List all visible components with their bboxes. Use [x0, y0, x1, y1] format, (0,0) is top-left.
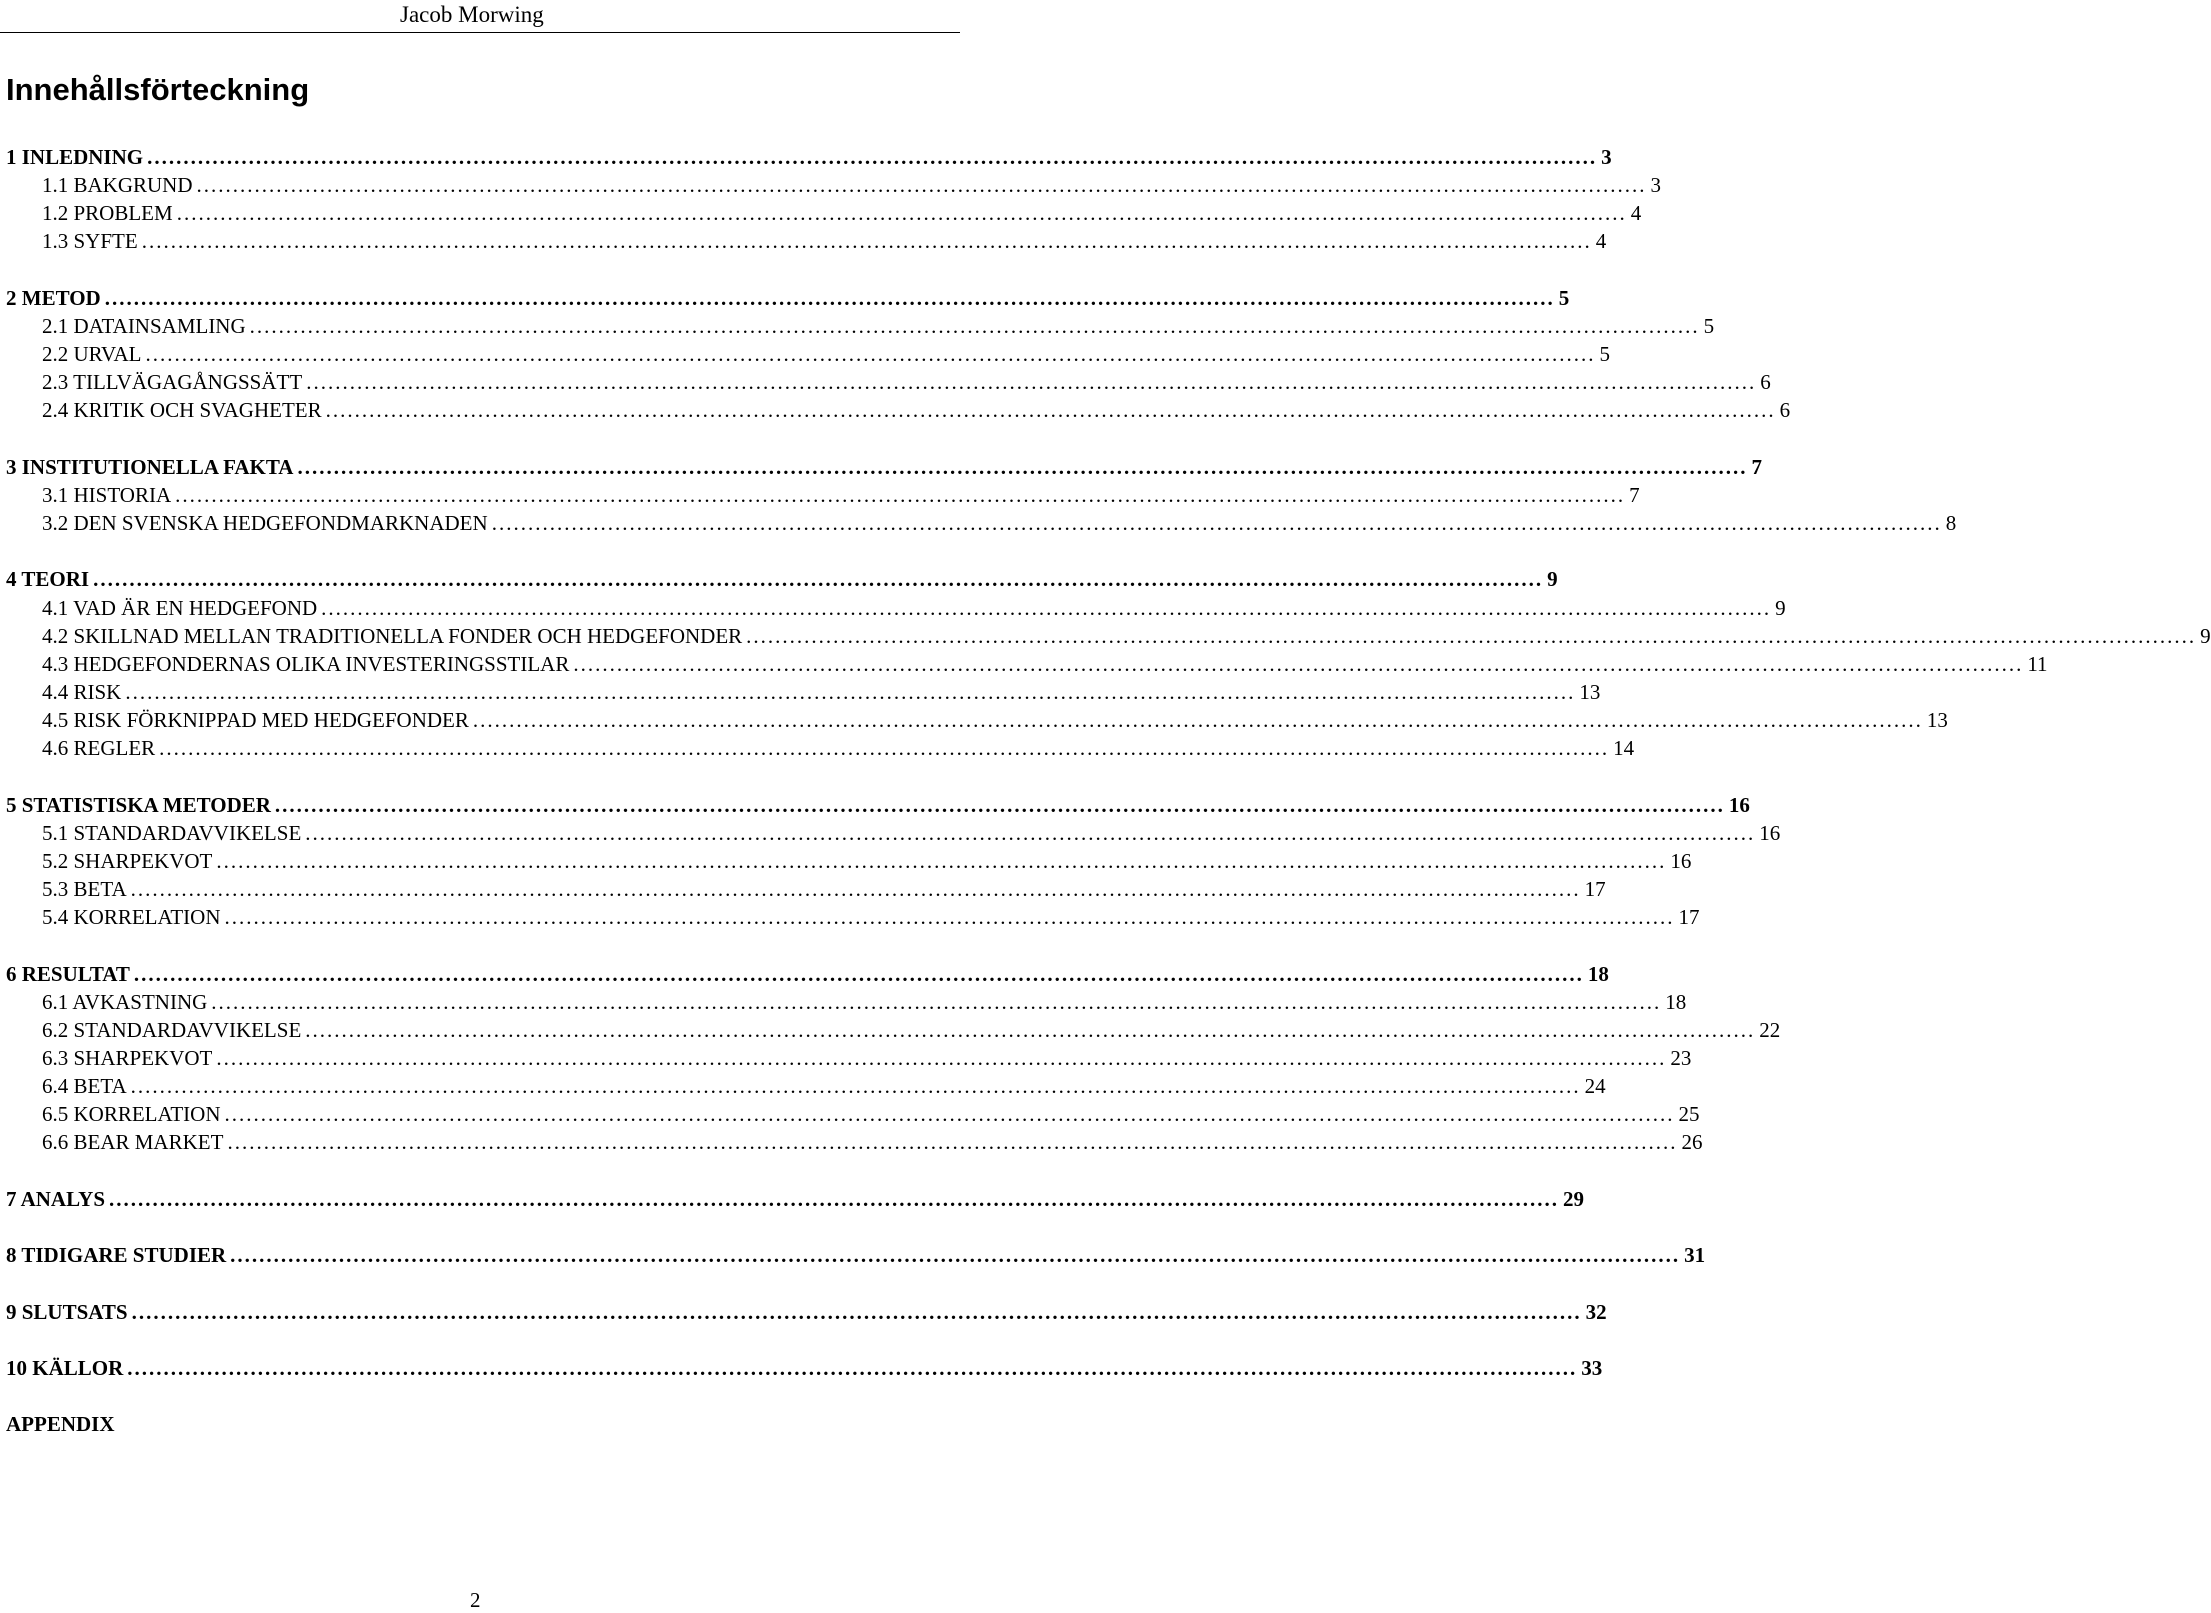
toc-dot-leader: ........................................................................................................................................................................................................ [472, 708, 1923, 732]
toc-entry-label: 5.2 SHARPEKVOT [42, 849, 213, 873]
toc-entry-label: 7 ANALYS [6, 1187, 106, 1211]
toc-entry-page: 4 [1630, 201, 1642, 225]
toc-dot-leader: ........................................................................................................................................................................................................ [216, 849, 1667, 873]
toc-entry-page: 3 [1601, 145, 1612, 169]
toc-entry-page: 17 [1584, 877, 1606, 901]
toc-entry-label: 4.3 HEDGEFONDERNAS OLIKA INVESTERINGSSTILAR [42, 652, 570, 676]
toc-entry-page: 4 [1595, 229, 1607, 253]
toc-entry[interactable] [42, 368, 1771, 396]
toc-entry-page: 18 [1665, 990, 1687, 1014]
toc-entry-label: 4 TEORI [6, 567, 90, 591]
toc-entry-page: 9 [1547, 567, 1558, 591]
toc-entry[interactable] [6, 791, 1750, 819]
toc-entry-page: 16 [1728, 793, 1750, 817]
toc-entry-label: 3.2 DEN SVENSKA HEDGEFONDMARKNADEN [42, 511, 488, 535]
toc-entry[interactable] [42, 509, 1957, 537]
toc-entry-label: 4.2 SKILLNAD MELLAN TRADITIONELLA FONDER OCH HEDGEFONDER [42, 624, 743, 648]
toc-entry[interactable] [42, 847, 1692, 875]
toc-entry-label: 3 INSTITUTIONELLA FAKTA [6, 455, 294, 479]
toc-entry-label: 5 STATISTISKA METODER [6, 793, 271, 817]
toc-entry-page: 25 [1678, 1102, 1700, 1126]
toc-entry-label: 2.2 URVAL [42, 342, 142, 366]
toc-entry-page: 6 [1760, 370, 1771, 394]
toc-dot-leader: ........................................................................................................................................................................................................ [305, 1018, 1756, 1042]
toc-entry[interactable] [42, 171, 1662, 199]
toc-entry-page: 9 [2200, 624, 2211, 648]
toc-dot-leader: ........................................................................................................................................................................................................ [305, 821, 1756, 845]
toc-entry[interactable] [42, 734, 1635, 762]
toc-dot-leader: ........................................................................................................................................................................................................ [130, 877, 1581, 901]
toc-entry[interactable] [42, 227, 1607, 255]
toc-entry[interactable] [42, 594, 1786, 622]
toc-entry[interactable] [42, 481, 1640, 509]
toc-entry-page: 29 [1563, 1187, 1585, 1211]
toc-entry[interactable] [42, 396, 1791, 424]
toc-dot-leader: ........................................................................................................................................................................................................ [306, 370, 1757, 394]
toc-entry-page: 16 [1670, 849, 1692, 873]
toc-dot-leader: ........................................................................................................................................................................................................ [131, 1300, 1582, 1324]
toc-entry-label: 1.1 BAKGRUND [42, 173, 193, 197]
toc-entry-page: 6 [1779, 398, 1791, 422]
toc-dot-leader: ........................................................................................................................................................................................................ [159, 736, 1610, 760]
toc-entry-page: 16 [1759, 821, 1781, 845]
toc-dot-leader: ........................................................................................................................................................................................................ [249, 314, 1700, 338]
toc-entry-page: 3 [1650, 173, 1662, 197]
toc-entry-label: 1.3 SYFTE [42, 229, 138, 253]
toc-entry-page: 7 [1629, 483, 1640, 507]
toc-entry-label: 10 KÄLLOR [6, 1356, 124, 1380]
toc-entry[interactable] [42, 1044, 1692, 1072]
toc-dot-leader: ........................................................................................................................................................................................................ [227, 1130, 1678, 1154]
toc-entry[interactable] [42, 903, 1700, 931]
toc-dot-leader: ........................................................................................................................................................................................................ [321, 596, 1772, 620]
page-title: Innehållsförteckning [6, 72, 310, 107]
toc-entry-label: 6 RESULTAT [6, 962, 130, 986]
toc-dot-leader: ........................................................................................................................................................................................................ [176, 201, 1627, 225]
toc-entry-label: 2 METOD [6, 286, 101, 310]
toc-entry-label: 4.5 RISK FÖRKNIPPAD MED HEDGEFONDER [42, 708, 469, 732]
toc-entry[interactable] [42, 1100, 1700, 1128]
toc-entry[interactable] [6, 143, 1612, 171]
toc-entry-page: 18 [1587, 962, 1609, 986]
toc-entry-page: 8 [1945, 511, 1957, 535]
toc-entry-label: 6.3 SHARPEKVOT [42, 1046, 213, 1070]
toc-dot-leader: ........................................................................................................................................................................................................ [573, 652, 2024, 676]
toc-dot-leader: ........................................................................................................................................................................................................ [491, 511, 1942, 535]
toc-dot-leader: ........................................................................................................................................................................................................ [216, 1046, 1667, 1070]
toc-entry-label: 6.5 KORRELATION [42, 1102, 221, 1126]
toc-entry-page: 23 [1670, 1046, 1692, 1070]
toc-entry-label: 1 INLEDNING [6, 145, 144, 169]
toc-entry[interactable] [42, 340, 1610, 368]
toc-entry-label: 6.2 STANDARDAVVIKELSE [42, 1018, 302, 1042]
toc-entry-page: 31 [1684, 1243, 1706, 1267]
toc-entry-label: 9 SLUTSATS [6, 1300, 128, 1324]
page-number: 2 [470, 1588, 481, 1612]
toc-entry[interactable] [6, 453, 1762, 481]
toc-dot-leader: ........................................................................................................................................................................................................ [147, 145, 1598, 169]
toc-entry[interactable] [6, 960, 1609, 988]
toc-entry[interactable] [42, 622, 2211, 650]
toc-entry[interactable] [6, 1354, 1603, 1382]
toc-entry-label: 1.2 PROBLEM [42, 201, 173, 225]
toc-dot-leader: ........................................................................................................................................................................................................ [125, 680, 1576, 704]
toc-entry-page: 13 [1579, 680, 1601, 704]
toc-entry[interactable] [42, 819, 1781, 847]
toc-entry-page: 32 [1585, 1300, 1607, 1324]
toc-entry-page: 24 [1584, 1074, 1606, 1098]
toc-dot-leader: ........................................................................................................................................................................................................ [104, 286, 1555, 310]
toc-entry-page: 17 [1678, 905, 1700, 929]
toc-entry-label: 6.6 BEAR MARKET [42, 1130, 224, 1154]
toc-dot-leader: ........................................................................................................................................................................................................ [230, 1243, 1681, 1267]
toc-entry-label: 2.3 TILLVÄGAGÅNGSSÄTT [42, 370, 303, 394]
toc-dot-leader: ........................................................................................................................................................................................................ [211, 990, 1662, 1014]
toc-entry-label: 5.3 BETA [42, 877, 127, 901]
toc-dot-leader: ........................................................................................................................................................................................................ [127, 1356, 1578, 1380]
toc-entry-label: 4.1 VAD ÄR EN HEDGEFOND [42, 596, 318, 620]
toc-entry[interactable] [42, 1016, 1781, 1044]
toc-entry[interactable] [42, 1128, 1703, 1156]
author-name: Jacob Morwing [400, 2, 544, 27]
toc-entry[interactable] [6, 1185, 1585, 1213]
toc-entry-label: 4.6 REGLER [42, 736, 156, 760]
toc-dot-leader: ........................................................................................................................................................................................................ [325, 398, 1776, 422]
toc-entry[interactable] [42, 650, 2048, 678]
toc-entry[interactable] [42, 706, 1948, 734]
toc-entry-page: 14 [1613, 736, 1635, 760]
toc-entry-label: 2.1 DATAINSAMLING [42, 314, 246, 338]
toc-entry[interactable] [6, 565, 1558, 593]
toc-entry-page: 33 [1581, 1356, 1603, 1380]
toc-entry-label: 6.4 BETA [42, 1074, 127, 1098]
toc-dot-leader: ........................................................................................................................................................................................................ [224, 1102, 1675, 1126]
toc-entry-page: 26 [1681, 1130, 1703, 1154]
toc-entry-page: 5 [1703, 314, 1715, 338]
toc-entry[interactable] [42, 875, 1606, 903]
toc-entry-label: 5.1 STANDARDAVVIKELSE [42, 821, 302, 845]
toc-entry-page: 22 [1759, 1018, 1781, 1042]
toc-dot-leader: ........................................................................................................................................................................................................ [133, 962, 1584, 986]
toc-dot-leader: ........................................................................................................................................................................................................ [109, 1187, 1560, 1211]
toc-entry[interactable] [6, 1298, 1607, 1326]
toc-entry[interactable] [6, 1241, 1706, 1269]
toc-entry[interactable] [42, 199, 1642, 227]
toc-entry[interactable] [42, 1072, 1606, 1100]
toc-dot-leader: ........................................................................................................................................................................................................ [145, 342, 1596, 366]
toc-entry-label: 2.4 KRITIK OCH SVAGHETER [42, 398, 322, 422]
toc-entry-label: 4.4 RISK [42, 680, 122, 704]
toc-entry[interactable] [42, 312, 1715, 340]
toc-entry-label: 6.1 AVKASTNING [42, 990, 208, 1014]
toc-entry-page: 13 [1926, 708, 1948, 732]
toc-dot-leader: ........................................................................................................................................................................................................ [274, 793, 1725, 817]
toc-entry-label: 8 TIDIGARE STUDIER [6, 1243, 227, 1267]
toc-entry-label: 5.4 KORRELATION [42, 905, 221, 929]
toc-entry[interactable] [6, 1410, 937, 1438]
toc-entry-page: 9 [1775, 596, 1786, 620]
toc-dot-leader: ........................................................................................................................................................................................................ [196, 173, 1647, 197]
toc-entry[interactable] [6, 284, 1570, 312]
toc-dot-leader: ........................................................................................................................................................................................................ [746, 624, 2197, 648]
toc-entry-page: 5 [1558, 286, 1570, 310]
toc-entry-label: 3.1 HISTORIA [42, 483, 172, 507]
toc-entry[interactable] [42, 988, 1687, 1016]
toc-entry-page: 7 [1751, 455, 1762, 479]
toc-dot-leader: ........................................................................................................................................................................................................ [175, 483, 1626, 507]
toc-entry-page: 11 [2027, 652, 2048, 676]
toc-dot-leader: ........................................................................................................................................................................................................ [130, 1074, 1581, 1098]
toc-dot-leader: ........................................................................................................................................................................................................ [297, 455, 1748, 479]
toc-dot-leader: ........................................................................................................................................................................................................ [224, 905, 1675, 929]
toc-dot-leader: ........................................................................................................................................................................................................ [93, 567, 1544, 591]
toc-entry-page: 5 [1599, 342, 1610, 366]
toc-entry[interactable] [42, 678, 1601, 706]
toc-dot-leader: ........................................................................................................................................................................................................ [141, 229, 1592, 253]
toc-entry-label: APPENDIX [6, 1412, 115, 1436]
